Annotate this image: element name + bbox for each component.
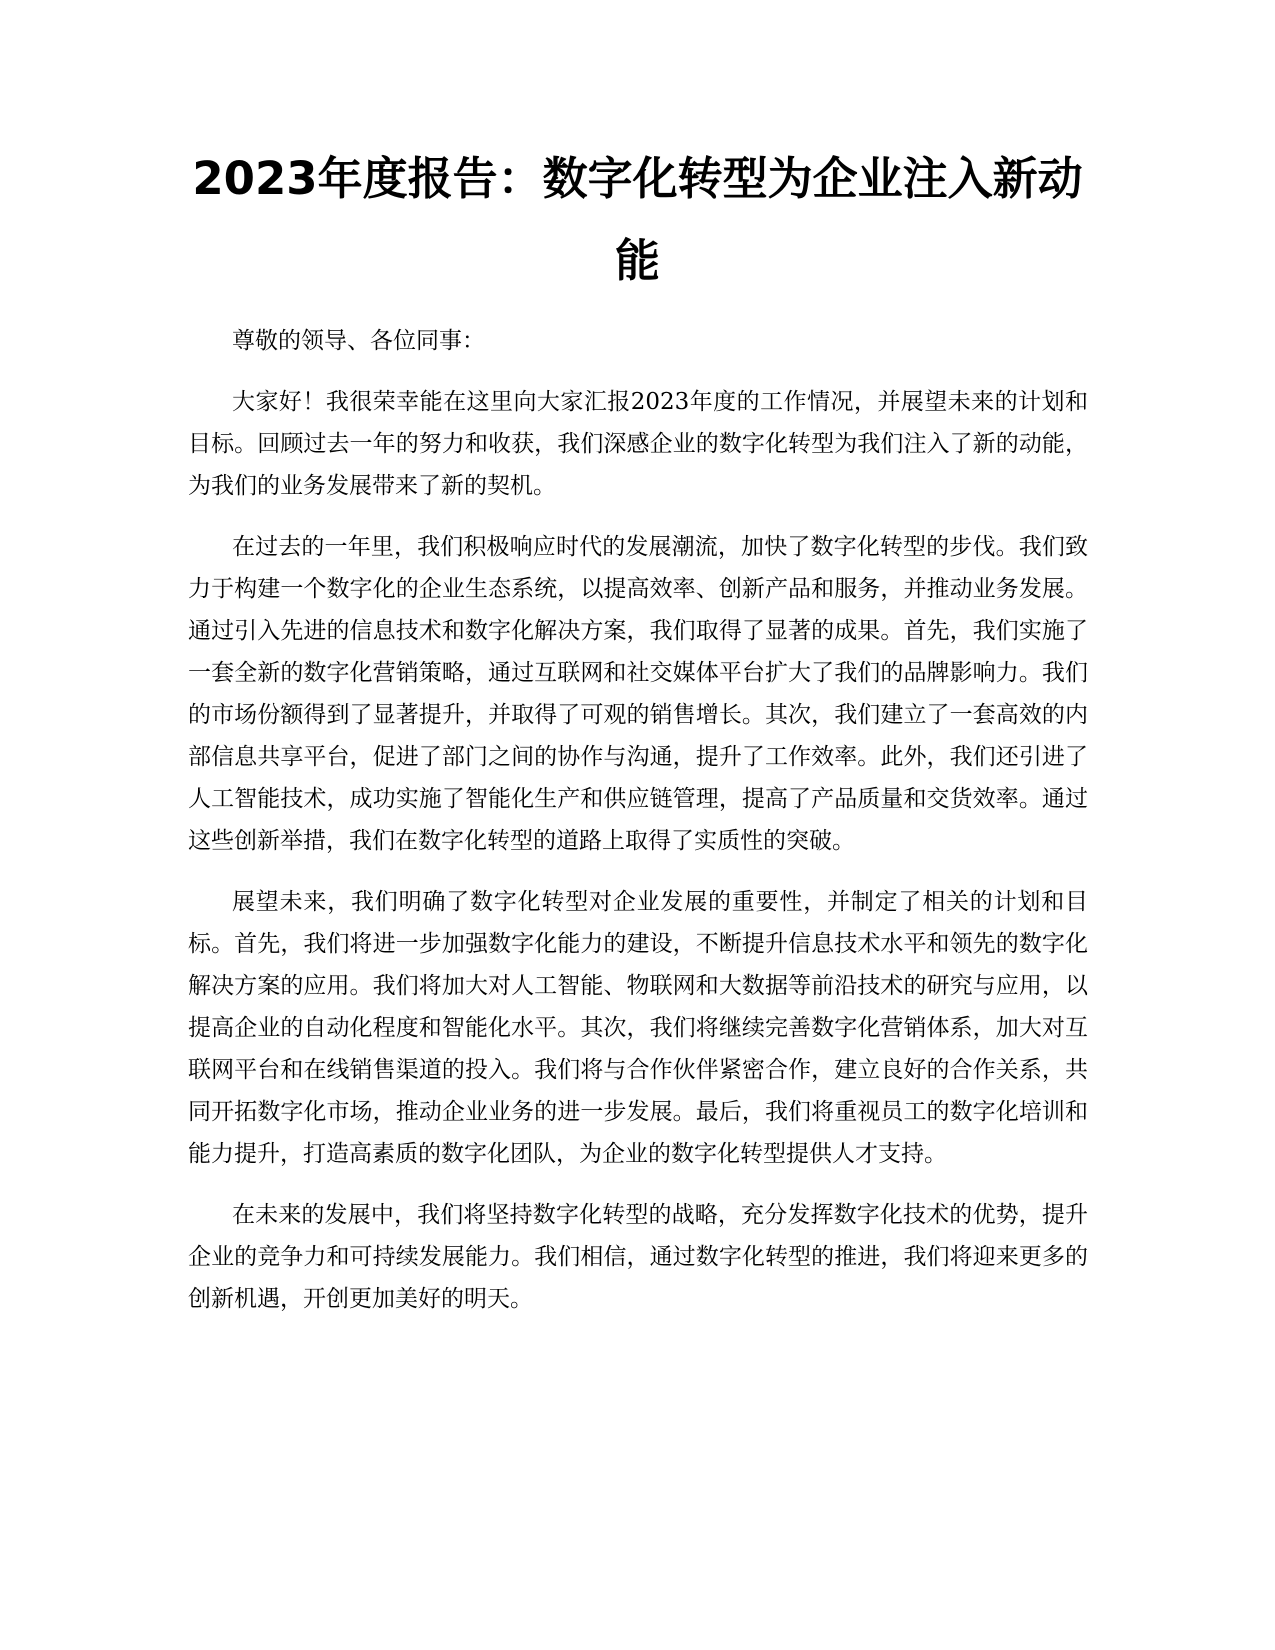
document-body (188, 320, 1088, 1339)
review-paragraph: 在过去的一年里，我们积极响应时代的发展潮流，加快了数字化转型的步伐。我们致力于构建一个数字化的企业生态系统，以提高效率、创新产品和服务，并推动业务发展。通过引入先进的信息技术和数字化解决方案，我们取得了显著的成果。首先，我们实施了一套全新的数字化营销策略，通过互联网和社交媒体平台扩大了我们的品牌影响力。我们的市场份额得到了显著提升，并取得了可观的销售增长。其次，我们建立了一套高效的内部信息共享平台，促进了部门之间的协作与沟通，提升了工作效率。此外，我们还引进了人工智能技术，成功实施了智能化生产和供应链管理，提高了产品质量和交货效率。通过这些创新举措，我们在数字化转型的道路上取得了实质性的突破。 (188, 534, 1088, 854)
salutation-paragraph: 尊敬的领导、各位同事： (232, 328, 485, 354)
closing-paragraph: 在未来的发展中，我们将坚持数字化转型的战略，充分发挥数字化技术的优势，提升企业的竞争力和可持续发展能力。我们相信，通过数字化转型的推进，我们将迎来更多的创新机遇，开创更加美好的明天。 (188, 1202, 1088, 1312)
outlook-paragraph: 展望未来，我们明确了数字化转型对企业发展的重要性，并制定了相关的计划和目标。首先，我们将进一步加强数字化能力的建设，不断提升信息技术水平和领先的数字化解决方案的应用。我们将加大对人工智能、物联网和大数据等前沿技术的研究与应用，以提高企业的自动化程度和智能化水平。其次，我们将继续完善数字化营销体系，加大对互联网平台和在线销售渠道的投入。我们将与合作伙伴紧密合作，建立良好的合作关系，共同开拓数字化市场，推动企业业务的进一步发展。最后，我们将重视员工的数字化培训和能力提升，打造高素质的数字化团队，为企业的数字化转型提供人才支持。 (188, 889, 1088, 1167)
greeting-paragraph: 大家好！我很荣幸能在这里向大家汇报2023年度的工作情况，并展望未来的计划和目标。回顾过去一年的努力和收获，我们深感企业的数字化转型为我们注入了新的动能，为我们的业务发展带来了新的契机。 (188, 389, 1088, 499)
document-title: 2023年度报告：数字化转型为企业注入新动能 (192, 152, 1083, 287)
